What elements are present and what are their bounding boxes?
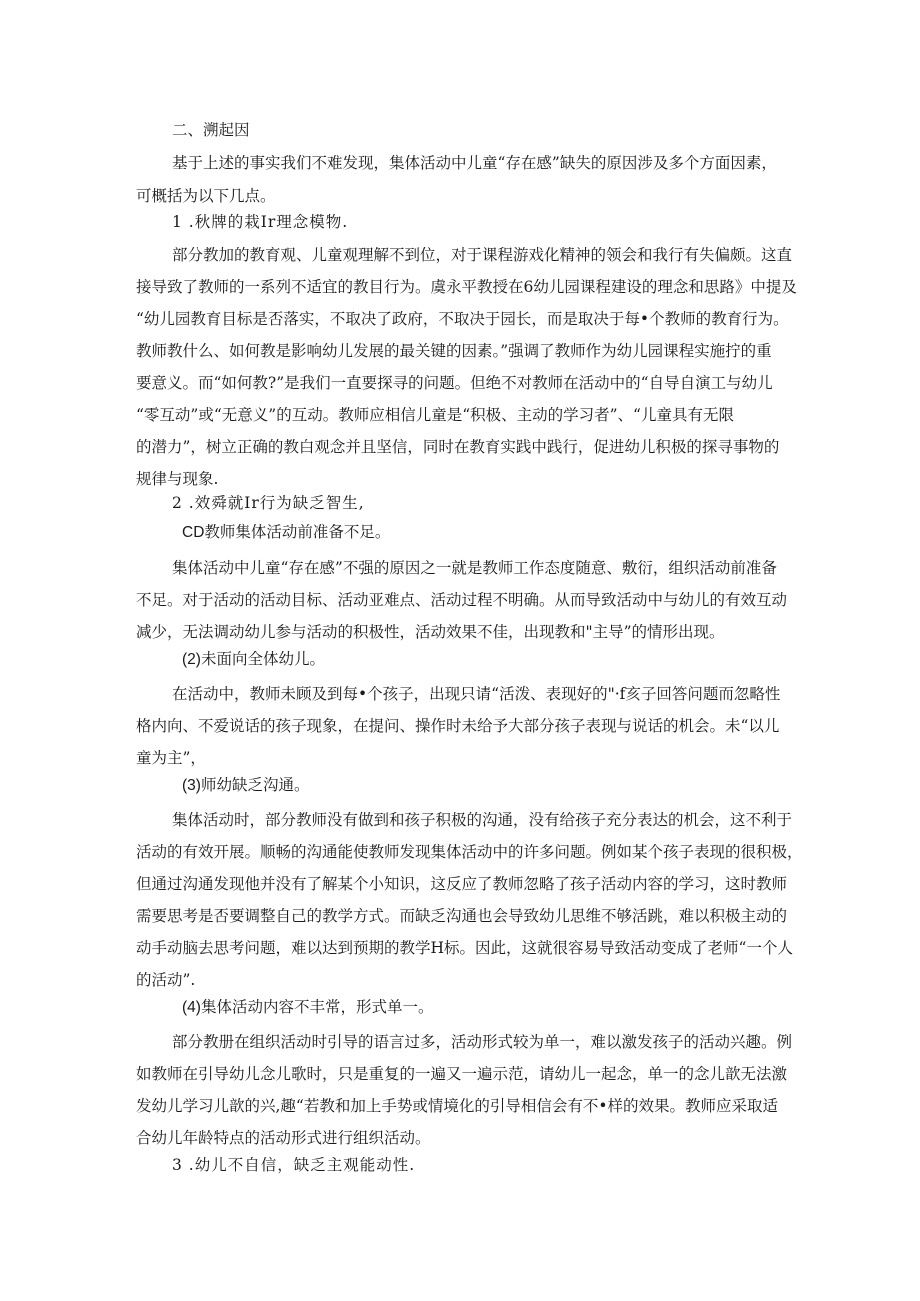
- paragraph-line: 教师教什么、如何教是影响幼儿发展的最关键的因素。”强调了教师作为幼儿园课程实施拧的重: [136, 342, 772, 360]
- paragraph-line: 接导致了教师的一系列不适宜的教目行为。虞永平教授在6幼儿园课程建设的理念和思路》中提及: [136, 278, 797, 296]
- paragraph-line: 的活动”.: [136, 971, 196, 989]
- paragraph-line: 合幼儿年龄特点的活动形式进行组织活动。: [136, 1129, 431, 1147]
- paragraph-line: 的潜力”，树立正确的教白观念并且坚信，同时在教育实践中践行，促进幼儿积极的探寻事物的: [136, 438, 780, 456]
- paragraph-line: 要意义。而“如何教?”是我们一直要探寻的问题。但绝不对教师在活动中的“自导自演工与幼儿: [136, 374, 773, 392]
- subsection-heading: 1 .秋牌的栽Ir理念模物.: [172, 213, 349, 231]
- paragraph-line: 可概括为以下几点。: [136, 187, 276, 205]
- paragraph-line: “幼儿园教育目标是否落实，不取决了政府，不取决于园长，而是取决于每•个教师的教育行为。: [136, 310, 789, 328]
- section-heading: 二、溯起因: [172, 121, 250, 139]
- paragraph-line: 活动的有效开展。顺畅的沟通能使教师发现集体活动中的许多问题。例如某个孩子表现的很积极，: [136, 843, 803, 861]
- paragraph-line: 集体活动时，部分教师没有做到和孩子积极的沟通，没有给孩子充分表达的机会，这不利于: [172, 811, 793, 829]
- paragraph-line: 不足。对于活动的活动目标、活动亚难点、活动过程不明确。从而导致活动中与幼儿的有效互动: [136, 591, 788, 609]
- list-item-heading: (4)集体活动内容不丰常，形式单一。: [182, 999, 434, 1016]
- paragraph-line: 部分教册在组织活动时引导的语言过多，活动形式较为单一，难以激发孩子的活动兴趣。例: [172, 1033, 793, 1051]
- paragraph-line: 在活动中，教师未顾及到每•个孩子，出现只请“活泼、表现好的"·f亥子回答问题而忽略性: [172, 685, 781, 703]
- list-item-heading: (2)未面向全体幼儿。: [182, 651, 325, 668]
- paragraph-line: 集体活动中儿童“存在感”不强的原因之一就是教师工作态度随意、敷衍，组织活动前准备: [172, 559, 777, 577]
- paragraph-line: 动手动脑去思考问题，难以达到预期的教学H标。因此，这就很容易导致活动变成了老师“一个人: [136, 939, 793, 957]
- subsection-heading: 2 .效舜就Ir行为缺乏智生,: [172, 494, 365, 512]
- paragraph-line: 发幼儿学习儿歆的兴,趣“若教和加上手势或情境化的引导相信会有不•样的效果。教师应采取适: [136, 1097, 778, 1115]
- paragraph-line: 但通过沟通发现他并没有了解某个小知识，这反应了教师忽略了孩子活动内容的学习，这时教师: [136, 875, 788, 893]
- list-item-heading: (3)师幼缺乏沟通。: [182, 777, 310, 794]
- subsection-heading: 3 .幼儿不自信，缺乏主观能动性.: [172, 1156, 416, 1174]
- paragraph-line: “零互动”或“无意义”的互动。教师应相信儿童是“积极、主动的学习者”、“儿童具有无限: [136, 406, 734, 424]
- paragraph-line: 部分教加的教育观、儿童观理解不到位，对于课程游戏化精神的领会和我行有失偏颇。这直: [172, 246, 793, 264]
- paragraph-line: 童为主”，: [136, 749, 206, 767]
- paragraph-line: 基于上述的事实我们不难发现，集体活动中儿童“存在感”缺失的原因涉及多个方面因素，: [172, 154, 777, 172]
- paragraph-line: 如教师在引导幼儿念儿歌时，只是重复的一遍又一遍示范，请幼儿一起念，单一的念儿歆无法激: [136, 1065, 788, 1083]
- list-item-heading: CD教师集体活动前准备不足。: [182, 524, 391, 541]
- paragraph-line: 格内向、不爱说话的孩子现象，在提问、操作时未给予大部分孩子表现与说话的机会。未“以儿: [136, 717, 780, 735]
- paragraph-line: 需要思考是否要调整自己的教学方式。而缺乏沟通也会导致幼儿思维不够活跳，难以积极主动的: [136, 907, 788, 925]
- paragraph-line: 减少，无法调动幼儿参与活动的积极性，活动效果不佳，出现教和"主导”的情形出现。: [136, 623, 725, 641]
- paragraph-line: 规律与现象.: [136, 470, 219, 488]
